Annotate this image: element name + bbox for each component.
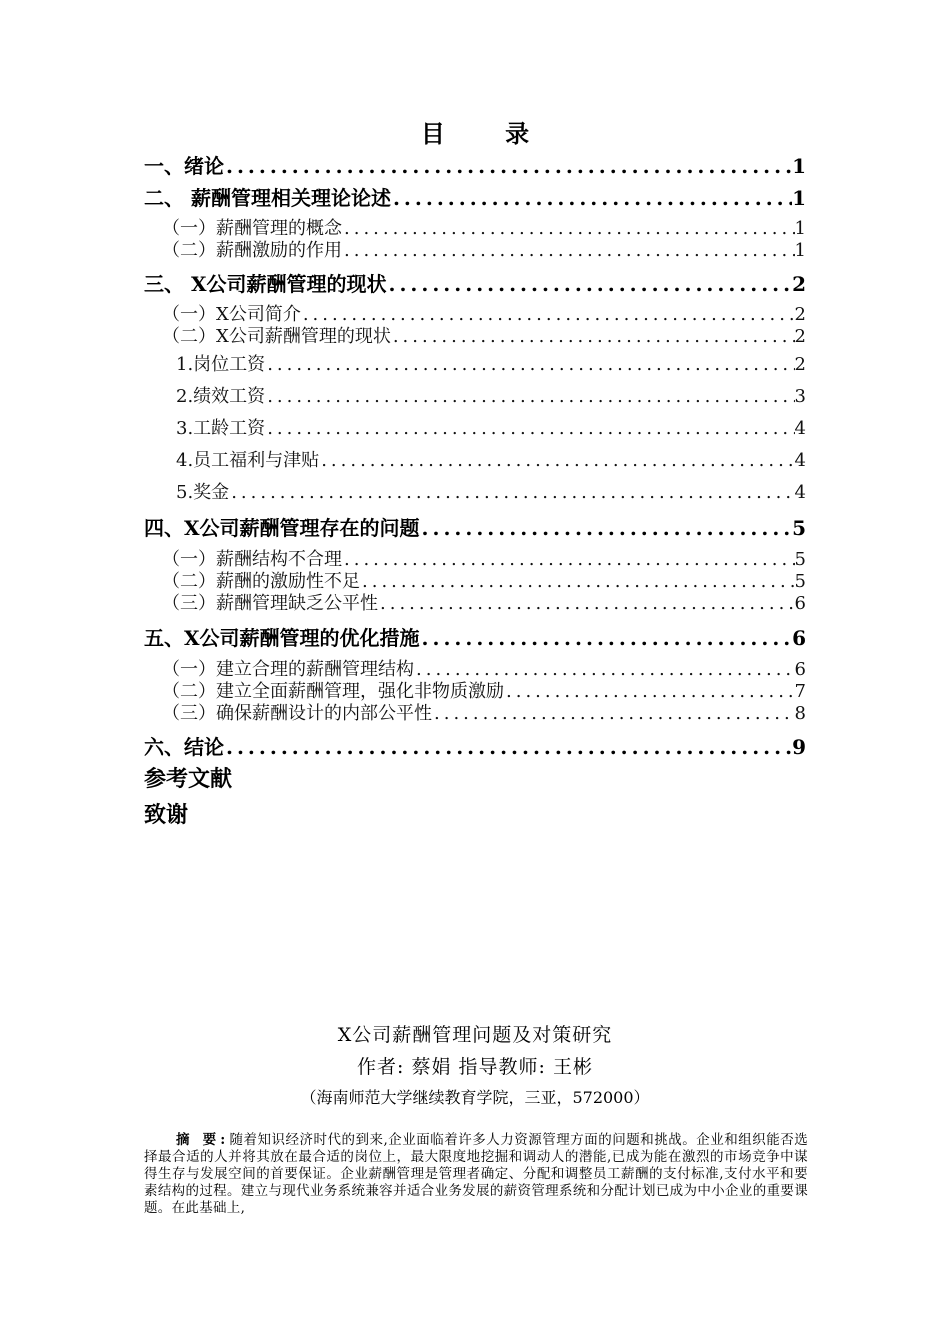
toc-leader-dots bbox=[265, 386, 794, 407]
toc-entry-label: （一）薪酬管理的概念 bbox=[162, 218, 342, 239]
toc-entry[interactable] bbox=[176, 414, 806, 440]
paper-authors: 作者: 蔡娟 指导教师: 王彬 bbox=[357, 1056, 593, 1078]
toc-entry[interactable] bbox=[176, 446, 806, 472]
toc-acknowledgement[interactable]: 致谢 bbox=[144, 802, 189, 828]
toc-entry-label: （二）建立全面薪酬管理，强化非物质激励 bbox=[162, 681, 504, 702]
toc-entry-label: （二）薪酬激励的作用 bbox=[162, 240, 342, 261]
toc-leader-dots bbox=[386, 272, 792, 296]
toc-page-number: 6 bbox=[794, 659, 806, 680]
toc-page-number: 4 bbox=[794, 418, 806, 439]
toc-entry-label: （二）薪酬的激励性不足 bbox=[162, 571, 360, 592]
toc-entry-label: 二、 薪酬管理相关理论论述 bbox=[144, 186, 391, 210]
toc-entry-label: （三）薪酬管理缺乏公平性 bbox=[162, 593, 378, 614]
toc-page-number: 1 bbox=[792, 186, 806, 210]
toc-page-number: 5 bbox=[794, 549, 806, 570]
toc-leader-dots bbox=[224, 154, 792, 178]
toc-entry[interactable] bbox=[144, 268, 806, 297]
toc-page-number: 3 bbox=[794, 386, 806, 407]
toc-entry[interactable] bbox=[176, 350, 806, 376]
toc-page-number: 2 bbox=[794, 326, 806, 347]
abstract bbox=[144, 1132, 808, 1217]
toc-entry-label: 1.岗位工资 bbox=[176, 354, 266, 375]
toc-entry[interactable] bbox=[144, 512, 806, 541]
toc-leader-dots bbox=[420, 626, 793, 650]
toc-leader-dots bbox=[265, 418, 794, 439]
toc-entry-label: （二）X公司薪酬管理的现状 bbox=[162, 326, 391, 347]
toc-leader-dots bbox=[265, 354, 794, 375]
toc-entry-label: （一）X公司简介 bbox=[162, 304, 301, 325]
toc-page-number: 4 bbox=[794, 482, 806, 503]
toc-entry-label: 4.员工福利与津贴 bbox=[176, 450, 320, 471]
toc-leader-dots bbox=[378, 593, 795, 614]
toc-entry[interactable] bbox=[162, 236, 806, 262]
toc-page-number: 7 bbox=[794, 681, 806, 702]
toc-page-number: 5 bbox=[792, 516, 806, 540]
paper-affiliation: （海南师范大学继续教育学院，三亚，572000） bbox=[300, 1088, 650, 1107]
toc-leader-dots bbox=[229, 482, 794, 503]
toc-entry[interactable] bbox=[176, 478, 806, 504]
toc-entry-label: 5.奖金 bbox=[176, 482, 230, 503]
toc-leader-dots bbox=[391, 186, 792, 210]
toc-entry[interactable] bbox=[176, 382, 806, 408]
toc-page-number: 1 bbox=[794, 218, 806, 239]
toc-page-number: 6 bbox=[792, 626, 806, 650]
toc-page-number: 2 bbox=[792, 272, 806, 296]
toc-leader-dots bbox=[224, 735, 792, 759]
toc-page-number: 2 bbox=[794, 304, 806, 325]
toc-references[interactable]: 参考文献 bbox=[144, 766, 233, 792]
toc-entry-label: 一、绪论 bbox=[144, 154, 224, 178]
abstract-label: 摘 要: bbox=[176, 1132, 230, 1148]
toc-entry-label: 2.绩效工资 bbox=[176, 386, 266, 407]
toc-leader-dots bbox=[391, 326, 795, 347]
toc-entry-label: （一）薪酬结构不合理 bbox=[162, 549, 342, 570]
toc-page-number: 2 bbox=[794, 354, 806, 375]
toc-entry[interactable] bbox=[162, 699, 806, 725]
toc-entry[interactable] bbox=[162, 322, 806, 348]
toc-page-number: 4 bbox=[794, 450, 806, 471]
toc-leader-dots bbox=[342, 240, 795, 261]
toc-page-number: 1 bbox=[792, 154, 806, 178]
toc-entry-label: 四、X公司薪酬管理存在的问题 bbox=[144, 516, 420, 540]
toc-entry-label: （三）确保薪酬设计的内部公平性 bbox=[162, 703, 432, 724]
toc-page-number: 8 bbox=[794, 703, 806, 724]
toc-title: 目 录 bbox=[420, 119, 556, 148]
toc-entry[interactable] bbox=[162, 589, 806, 615]
paper-title: X公司薪酬管理问题及对策研究 bbox=[337, 1024, 613, 1046]
toc-leader-dots bbox=[432, 703, 795, 724]
toc-entry-label: 五、X公司薪酬管理的优化措施 bbox=[144, 626, 420, 650]
abstract-text: 随着知识经济时代的到来,企业面临着许多人力资源管理方面的问题和挑战。企业和组织能否选择最合适的人并将其放在最合适的岗位上，最大限度地挖掘和调动人的潜能,已成为能在激烈的市场竞争中谋得生存与发展空间的首要保证。企业薪酬管理是管理者确定、分配和调整员工薪酬的支付标准,支付水平和要素结构的过程。建立与现代业务系统兼容并适合业务发展的薪资管理系统和分配计划已成为中小企业的重要课题。在此基础上, bbox=[144, 1132, 808, 1216]
toc-entry-label: 六、结论 bbox=[144, 735, 224, 759]
toc-page-number: 5 bbox=[794, 571, 806, 592]
toc-entry-label: 3.工龄工资 bbox=[176, 418, 266, 439]
toc-page-number: 6 bbox=[794, 593, 806, 614]
toc-leader-dots bbox=[420, 516, 793, 540]
toc-entry[interactable] bbox=[144, 731, 806, 760]
toc-entry[interactable] bbox=[144, 182, 806, 211]
toc-leader-dots bbox=[319, 450, 794, 471]
toc-page-number: 1 bbox=[794, 240, 806, 261]
toc-entry[interactable] bbox=[144, 150, 806, 179]
toc-entry-label: 三、 X公司薪酬管理的现状 bbox=[144, 272, 387, 296]
toc-entry-label: （一）建立合理的薪酬管理结构 bbox=[162, 659, 414, 680]
toc-page-number: 9 bbox=[792, 735, 806, 759]
toc-entry[interactable] bbox=[144, 622, 806, 651]
